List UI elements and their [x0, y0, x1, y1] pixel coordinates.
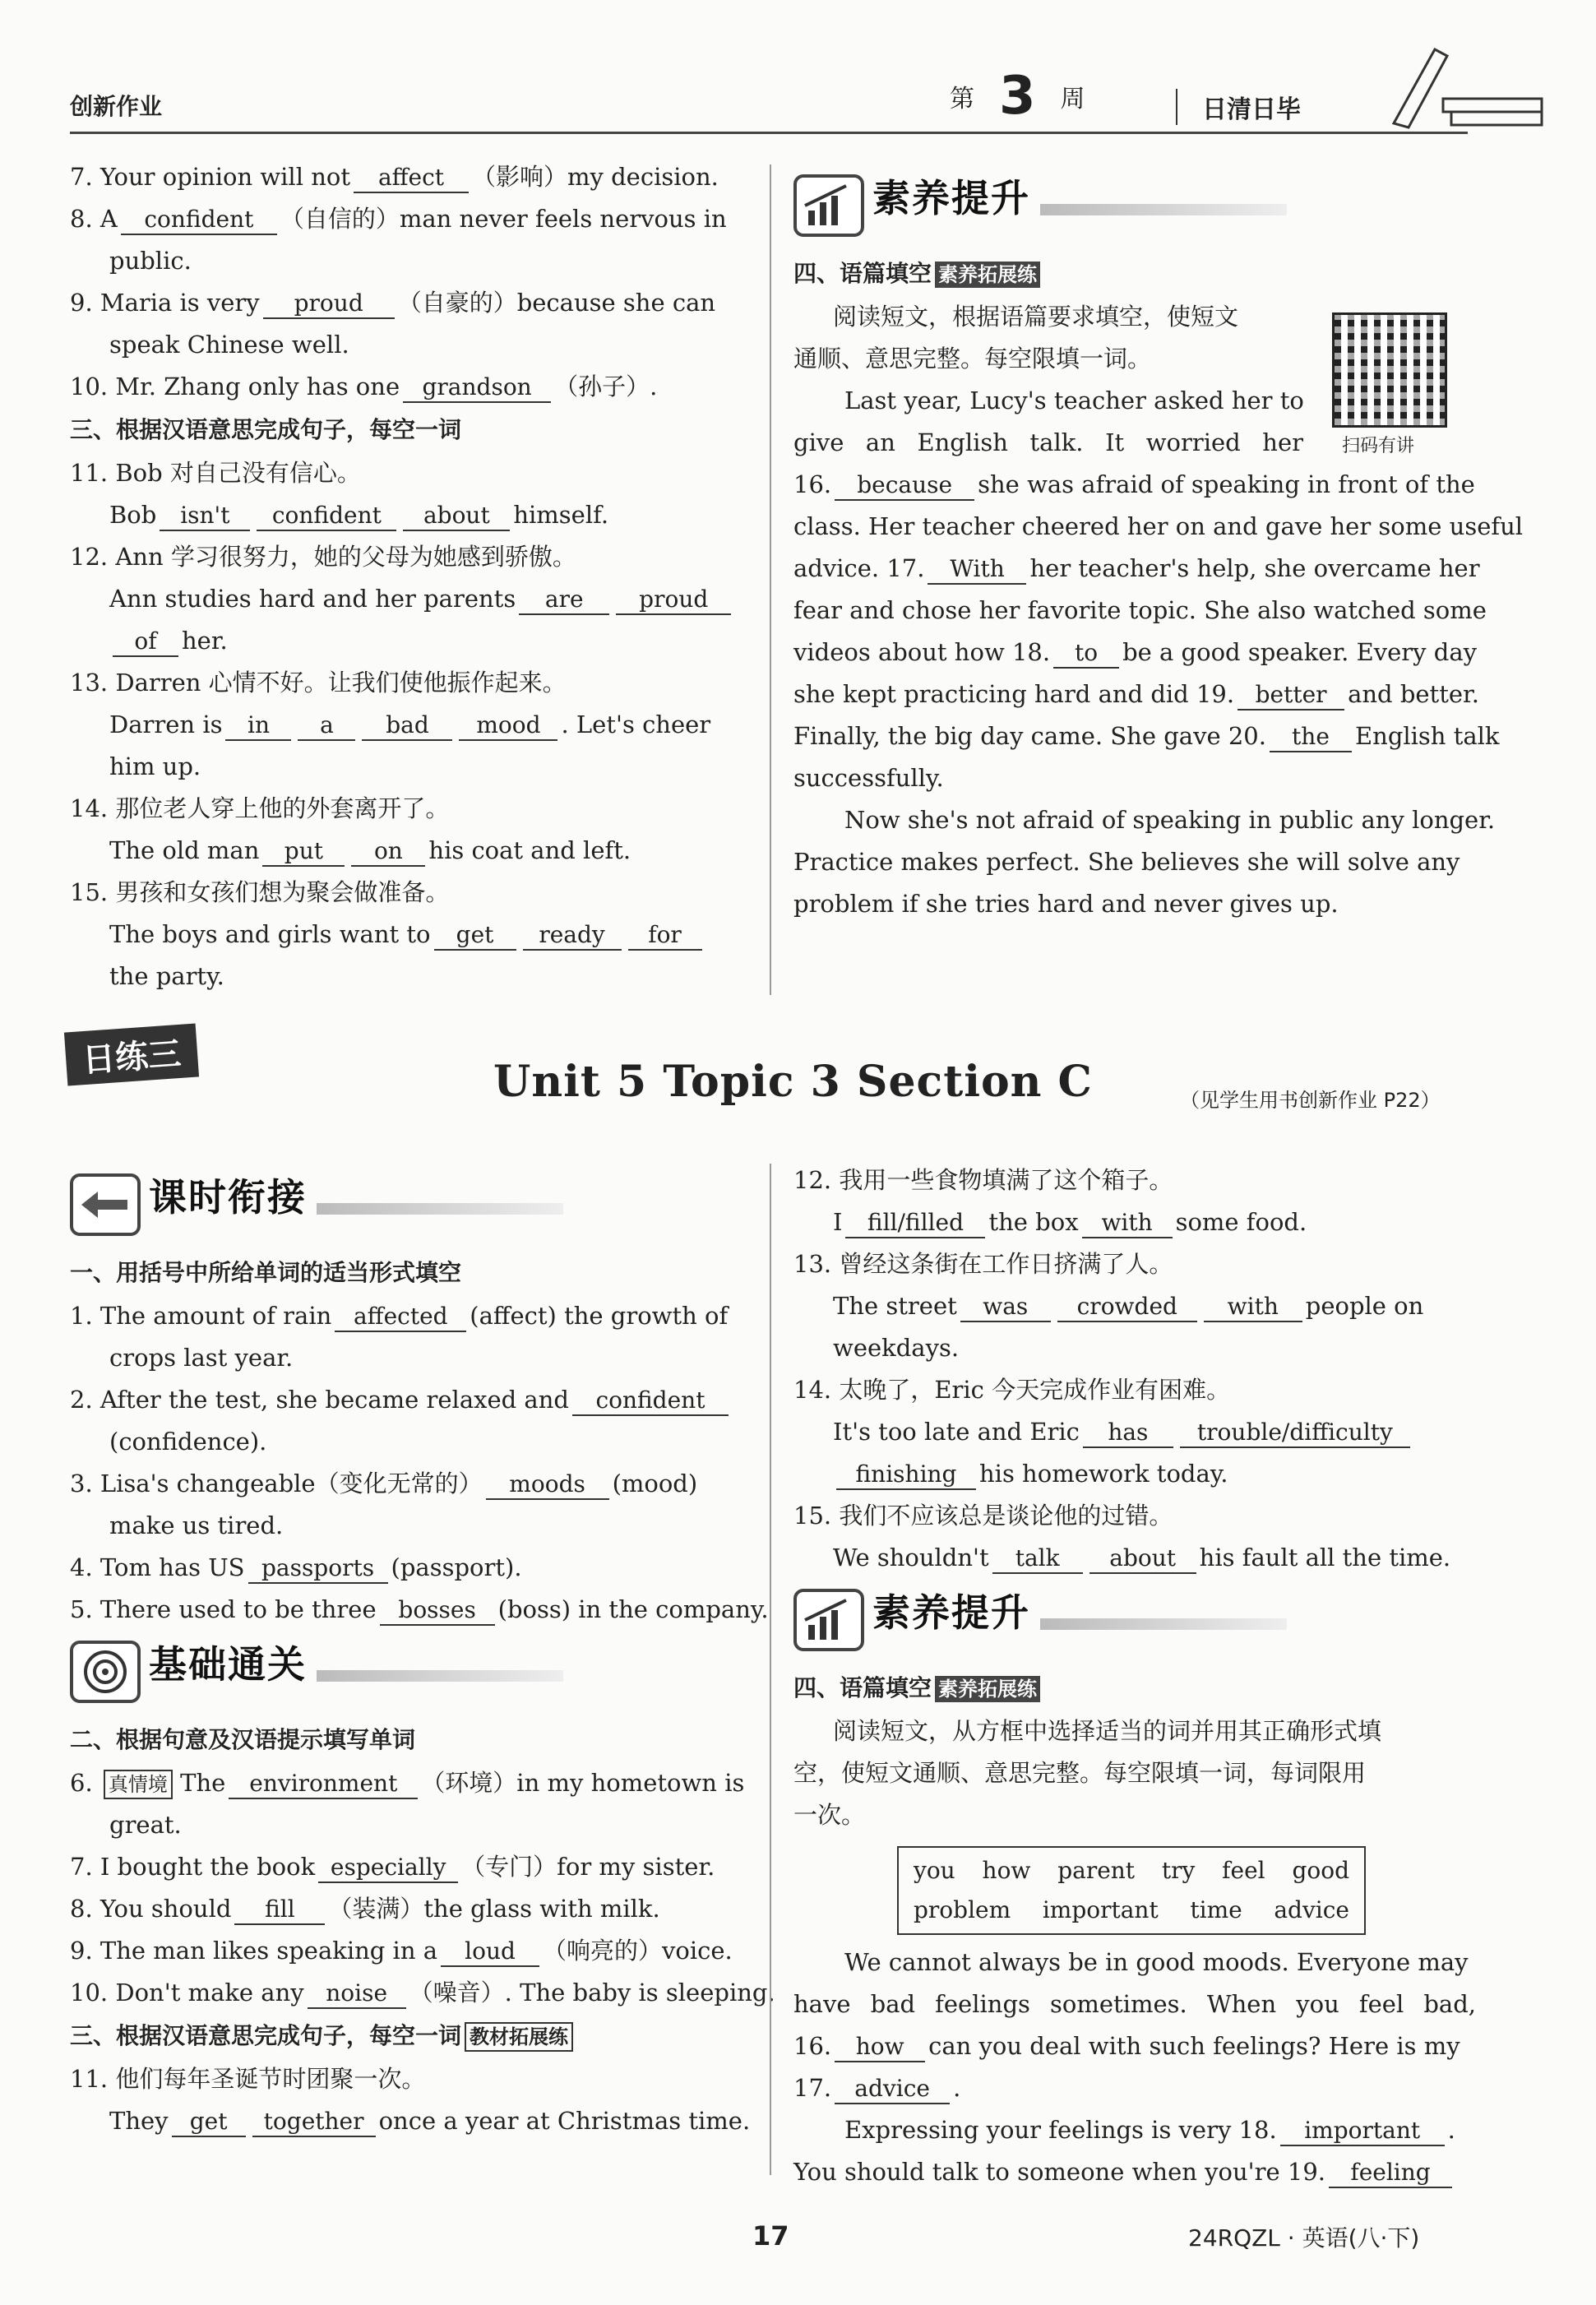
- word-option: parent: [1057, 1857, 1136, 1884]
- q14b-post: his homework today.: [979, 1460, 1228, 1488]
- section-4-title-text: 四、语篇填空: [793, 260, 932, 287]
- q9b-answer[interactable]: loud: [441, 1937, 539, 1967]
- q13b-en-cont: weekdays.: [833, 1334, 960, 1362]
- q7b-post: （专门）for my sister.: [461, 1853, 715, 1881]
- q3-post: (mood): [612, 1470, 698, 1497]
- week-prefix: 第: [950, 85, 974, 113]
- passage-line-8-post: and better.: [1348, 680, 1479, 708]
- q12b-cn: 12. 我用一些食物填满了这个箱子。: [793, 1166, 1173, 1194]
- banner-title: 基础通关: [149, 1642, 307, 1687]
- q12-pre: Ann studies hard and her parents: [109, 585, 516, 613]
- q12b-pre: I: [833, 1208, 843, 1236]
- banner-bar: [1040, 1618, 1287, 1630]
- q14b-pre: It's too late and Eric: [833, 1418, 1080, 1446]
- q15-answer-2[interactable]: ready: [523, 921, 622, 951]
- question-4: [70, 1547, 752, 1589]
- q12-en-cont: [70, 620, 748, 662]
- question-5: [70, 1589, 769, 1631]
- unit-badge-wrap: [66, 1028, 197, 1081]
- q5-pre: 5. There used to be three: [70, 1595, 377, 1623]
- q15b-pre: We shouldn't: [833, 1544, 989, 1571]
- q15-en: [70, 914, 748, 956]
- q13b-pre: The street: [833, 1292, 957, 1320]
- q1-answer[interactable]: affected: [335, 1303, 466, 1332]
- q12b-en: [793, 1201, 1476, 1243]
- banner-link: [70, 1169, 752, 1239]
- passage-line-13: problem if she tries hard and never gives up.: [793, 890, 1339, 918]
- question-1: [70, 1295, 752, 1337]
- q19b-pre: You should talk to someone when you're 19.: [793, 2158, 1326, 2186]
- q6-tag: 真情境: [104, 1770, 173, 1799]
- q14-en: [70, 830, 748, 872]
- q13-answer-2[interactable]: a: [298, 711, 355, 741]
- q14b-en: [793, 1411, 1476, 1453]
- q18b-answer[interactable]: important: [1280, 2117, 1445, 2146]
- word-option: you: [914, 1857, 955, 1884]
- passage-b-line-5: [793, 2109, 1476, 2151]
- q9b-post: （响亮的）voice.: [543, 1937, 733, 1965]
- banner-title: 素养提升: [872, 1590, 1030, 1635]
- q12-post: her.: [182, 627, 228, 655]
- q19-answer[interactable]: better: [1237, 681, 1344, 710]
- q13-answer-1[interactable]: in: [225, 711, 291, 741]
- passage-line-5-post: her teacher's help, she overcame her: [1029, 554, 1480, 582]
- q11b-cn: 11. 他们每年圣诞节时团聚一次。: [70, 2065, 426, 2093]
- chart-icon: [793, 174, 864, 237]
- q8-answer[interactable]: confident: [121, 206, 277, 235]
- q14b-answer-2[interactable]: trouble/difficulty: [1180, 1419, 1410, 1448]
- bottom-right-column: [793, 1159, 1476, 2193]
- q13-answer-4[interactable]: mood: [459, 711, 557, 741]
- q1-pre: 1. The amount of rain: [70, 1302, 332, 1330]
- word-option: time: [1190, 1896, 1242, 1923]
- question-9-cont: speak Chinese well.: [109, 331, 349, 359]
- q8b-post: （装满）the glass with milk.: [328, 1895, 660, 1923]
- q7-post: （影响）my decision.: [472, 163, 719, 191]
- q14b-answer-3[interactable]: finishing: [836, 1460, 976, 1490]
- q11b-post: once a year at Christmas time.: [378, 2107, 751, 2135]
- q11-pre: Bob: [109, 501, 157, 529]
- instruction-b3: 一次。: [793, 1801, 866, 1829]
- question-9b: [70, 1930, 752, 1972]
- bottom-left-column: [70, 1164, 775, 2142]
- section-3b-title: [70, 2014, 752, 2058]
- q2-answer[interactable]: confident: [572, 1386, 729, 1416]
- word-option: good: [1292, 1857, 1349, 1884]
- section-4b-title: [793, 1666, 1476, 1710]
- top-right-column: [793, 164, 1524, 925]
- section-1-title: 一、用括号中所给单词的适当形式填空: [70, 1259, 462, 1286]
- q13-en: [70, 704, 748, 746]
- passage-b-line-4: [793, 2067, 1476, 2109]
- q15b-answer-2[interactable]: about: [1089, 1544, 1196, 1574]
- passage-b-line-2: have bad feelings sometimes. When you feel bad,: [793, 1990, 1476, 2018]
- q19b-answer[interactable]: feeling: [1329, 2159, 1452, 2188]
- q13-pre: Darren is: [109, 710, 223, 738]
- banner-bar: [317, 1203, 563, 1215]
- instruction-b2: 空，使短文通顺、意思完整。每空限填一词，每词限用: [793, 1759, 1367, 1787]
- question-8-cont: public.: [109, 247, 192, 275]
- q15b-answer-1[interactable]: talk: [992, 1544, 1083, 1574]
- question-10: [70, 366, 748, 408]
- q7-answer[interactable]: affect: [354, 164, 469, 193]
- q14b-cn: 14. 太晚了，Eric 今天完成作业有困难。: [793, 1376, 1231, 1404]
- word-box: [897, 1846, 1366, 1935]
- passage-line-10: successfully.: [793, 764, 944, 792]
- passage-b-line-4-post: .: [953, 2074, 961, 2102]
- q7-text: 7. Your opinion will not: [70, 163, 350, 191]
- section-4-tag: 素养拓展练: [935, 262, 1040, 288]
- q17-answer[interactable]: With: [928, 555, 1026, 585]
- q12-answer-2[interactable]: proud: [616, 586, 731, 615]
- word-box-row-2: [914, 1891, 1349, 1930]
- q14-cn: 14. 那位老人穿上他的外套离开了。: [70, 794, 450, 822]
- question-7: [70, 156, 748, 198]
- passage-b-line-3-post: can you deal with such feelings? Here is my: [928, 2032, 1460, 2060]
- q7b-answer[interactable]: especially: [318, 1854, 458, 1883]
- word-option: how: [982, 1857, 1031, 1884]
- q3-answer[interactable]: moods: [486, 1470, 609, 1500]
- banner-title: 素养提升: [872, 176, 1030, 220]
- q8-text: 8. A: [70, 205, 118, 233]
- unit-title: Unit 5 Topic 3 Section C: [493, 1057, 1093, 1107]
- q9-text: 9. Maria is very: [70, 289, 260, 317]
- q15b-en: [793, 1537, 1476, 1579]
- word-box-row-1: [914, 1851, 1349, 1891]
- passage-line-9-post: English talk: [1354, 722, 1500, 750]
- q4-post: (passport).: [391, 1553, 522, 1581]
- target-icon: [70, 1641, 141, 1703]
- qr-code-icon[interactable]: [1332, 312, 1447, 428]
- q8-post: （自信的）man never feels nervous in: [280, 205, 727, 233]
- word-option: advice: [1274, 1896, 1349, 1923]
- q4-pre: 4. Tom has US: [70, 1553, 245, 1581]
- question-6-cont: great.: [109, 1811, 182, 1839]
- q12-en: [70, 578, 748, 620]
- q12-answer-3[interactable]: of: [113, 627, 178, 657]
- passage-line-3: [793, 464, 1476, 506]
- passage-b-line-5-post: .: [1447, 2116, 1455, 2144]
- q8b-answer[interactable]: fill: [234, 1895, 325, 1925]
- unit-reference: （见学生用书创新作业 P22）: [1180, 1089, 1441, 1112]
- q18b-pre: Expressing your feelings is very 18.: [844, 2116, 1277, 2144]
- q15-pre: The boys and girls want to: [109, 920, 431, 948]
- q18-answer[interactable]: to: [1053, 639, 1119, 669]
- q15-answer-3[interactable]: for: [628, 921, 702, 951]
- question-6: 6. 真情境 The environment （环境）in my hometown is: [70, 1762, 752, 1804]
- passage-line-7-post: be a good speaker. Every day: [1122, 638, 1477, 666]
- q3-pre: 3. Lisa's changeable（变化无常的）: [70, 1470, 483, 1497]
- banner-literacy-bottom: [793, 1584, 1476, 1655]
- q17-pre: advice. 17.: [793, 554, 925, 582]
- passage-b-line-1: We cannot always be in good moods. Everyone may: [844, 1948, 1469, 1976]
- question-1-cont: crops last year.: [109, 1344, 294, 1372]
- passage-line-4: class. Her teacher cheered her on and gave her some useful: [793, 512, 1524, 540]
- column-divider-top: [770, 164, 771, 995]
- q5-post: (boss) in the company.: [497, 1595, 769, 1623]
- passage-line-11: Now she's not afraid of speaking in public any longer.: [844, 806, 1496, 834]
- q12b-answer-2[interactable]: with: [1082, 1209, 1173, 1238]
- word-option: feel: [1222, 1857, 1265, 1884]
- q4-answer[interactable]: passports: [248, 1554, 388, 1584]
- q13b-answer-1[interactable]: was: [960, 1293, 1051, 1322]
- instruction-1: 阅读短文，根据语篇要求填空，使短文: [833, 303, 1239, 331]
- question-10b: [70, 1972, 775, 2014]
- q11b-answer-1[interactable]: get: [172, 2108, 246, 2137]
- section-4b-title-text: 四、语篇填空: [793, 1674, 932, 1701]
- q12b-mid: the box: [988, 1208, 1079, 1236]
- q16b-answer[interactable]: how: [835, 2033, 925, 2062]
- column-divider-bottom: [770, 1164, 771, 2175]
- q9-post: （自豪的）because she can: [397, 289, 716, 317]
- passage-line-6: fear and chose her favorite topic. She also watched some: [793, 596, 1487, 624]
- qr-caption: 扫码有讲: [1342, 436, 1415, 456]
- q2-pre: 2. After the test, she became relaxed and: [70, 1386, 569, 1414]
- banner-title: 课时衔接: [149, 1175, 307, 1220]
- q16-num: 16.: [793, 470, 832, 498]
- instruction-2: 通顺、意思完整。每空限填一词。: [793, 345, 1152, 373]
- banner-bar: [317, 1670, 563, 1682]
- section-3b-tag: 教材拓展练: [465, 2022, 573, 2052]
- q19-pre: she kept practicing hard and did 19.: [793, 680, 1235, 708]
- q10-answer[interactable]: grandson: [403, 373, 551, 403]
- instruction-b1: 阅读短文，从方框中选择适当的词并用其正确形式填: [833, 1717, 1382, 1745]
- q14-answer-1[interactable]: put: [262, 837, 345, 867]
- q10-post: （孙子）.: [554, 373, 658, 400]
- q11-answer-3[interactable]: about: [403, 502, 510, 531]
- q1-post: (affect) the growth of: [470, 1302, 729, 1330]
- passage-b-line-6: [793, 2151, 1476, 2193]
- question-2: [70, 1379, 752, 1421]
- q11-answer-1[interactable]: isn't: [160, 502, 250, 531]
- q16b-num: 16.: [793, 2032, 832, 2060]
- section-4-title: [793, 252, 1476, 296]
- q12-answer-1[interactable]: are: [519, 586, 609, 615]
- q20-pre: Finally, the big day came. She gave 20.: [793, 722, 1266, 750]
- q10-text: 10. Mr. Zhang only has one: [70, 373, 400, 400]
- arrows-icon: [70, 1173, 141, 1236]
- q10b-post: （噪音）. The baby is sleeping.: [409, 1979, 775, 2006]
- q17b-answer[interactable]: advice: [835, 2075, 950, 2104]
- q13-answer-3[interactable]: bad: [362, 711, 452, 741]
- section-4b-tag: 素养拓展练: [935, 1676, 1040, 1702]
- q11-answer-2[interactable]: confident: [257, 502, 396, 531]
- q14b-en-cont: [793, 1453, 1476, 1495]
- q6-pre: The: [180, 1769, 226, 1797]
- q12b-answer-1[interactable]: fill/filled: [845, 1209, 985, 1238]
- pencil-book-icon: [1386, 41, 1550, 132]
- header-left-title: 创新作业: [70, 93, 163, 120]
- week-indicator: [950, 66, 1085, 127]
- passage-b-line-3: [793, 2025, 1476, 2067]
- q15-cn: 15. 男孩和女孩们想为聚会做准备。: [70, 878, 450, 906]
- question-8b: [70, 1888, 752, 1930]
- q17b-num: 17.: [793, 2074, 832, 2102]
- question-7b: [70, 1846, 752, 1888]
- q18-pre: videos about how 18.: [793, 638, 1051, 666]
- passage-line-2: give an English talk. It worried her: [793, 428, 1303, 456]
- section-3b-title-text: 三、根据汉语意思完成句子，每空一词: [70, 2022, 462, 2049]
- header-right-title: 日清日毕: [1176, 89, 1301, 125]
- q14-post: his coat and left.: [428, 836, 631, 864]
- word-option: important: [1042, 1896, 1159, 1923]
- q14-pre: The old man: [109, 836, 260, 864]
- q13b-post: people on: [1305, 1292, 1424, 1320]
- header-rule: [70, 132, 1468, 134]
- question-9: [70, 282, 748, 324]
- q10b-answer[interactable]: noise: [308, 1979, 406, 2009]
- q6-answer[interactable]: environment: [229, 1770, 418, 1799]
- banner-basic: [70, 1636, 752, 1706]
- word-option: try: [1161, 1857, 1196, 1884]
- book-code: 24RQZL · 英语(八·下): [1188, 2224, 1420, 2252]
- passage-line-8: [793, 673, 1479, 715]
- q10b-pre: 10. Don't make any: [70, 1979, 304, 2006]
- q13b-answer-3[interactable]: with: [1204, 1293, 1302, 1322]
- passage-line-12: Practice makes perfect. She believes she will solve any: [793, 848, 1460, 876]
- q15-answer-1[interactable]: get: [434, 921, 516, 951]
- page-number: 17: [752, 2220, 789, 2252]
- q9-answer[interactable]: proud: [263, 289, 395, 319]
- q11-cn: 11. Bob 对自己没有信心。: [70, 459, 361, 487]
- question-3: [70, 1463, 752, 1505]
- q15b-post: his fault all the time.: [1199, 1544, 1451, 1571]
- passage-line-9: [793, 715, 1500, 757]
- question-8: [70, 198, 748, 240]
- q13-cn: 13. Darren 心情不好。让我们使他振作起来。: [70, 669, 567, 697]
- q16-answer[interactable]: because: [835, 471, 974, 501]
- q8b-pre: 8. You should: [70, 1895, 232, 1923]
- passage-line-7: [793, 632, 1476, 673]
- question-3-cont: make us tired.: [109, 1511, 284, 1539]
- q11-post: himself.: [513, 501, 609, 529]
- q20-answer[interactable]: the: [1270, 723, 1352, 752]
- q9b-pre: 9. The man likes speaking in a: [70, 1937, 438, 1965]
- banner-literacy-top: [793, 169, 1476, 240]
- q6-post: （环境）in my hometown is: [421, 1769, 745, 1797]
- q13b-cn: 13. 曾经这条街在工作日挤满了人。: [793, 1250, 1173, 1278]
- passage-line-1: Last year, Lucy's teacher asked her to: [844, 386, 1304, 414]
- q7b-pre: 7. I bought the book: [70, 1853, 316, 1881]
- q11b-answer-2[interactable]: together: [252, 2108, 376, 2137]
- week-suffix: 周: [1060, 85, 1085, 113]
- question-2-cont: (confidence).: [109, 1428, 267, 1456]
- q13b-en: [793, 1285, 1476, 1327]
- q13b-answer-2[interactable]: crowded: [1057, 1293, 1197, 1322]
- q15-en-cont: the party.: [109, 962, 224, 990]
- top-left-column: [70, 156, 748, 997]
- q11-en: [70, 494, 748, 536]
- q14b-answer-1[interactable]: has: [1083, 1419, 1173, 1448]
- q12b-post: some food.: [1175, 1208, 1307, 1236]
- q14-answer-2[interactable]: on: [351, 837, 425, 867]
- section-2-title: 二、根据句意及汉语提示填写单词: [70, 1726, 416, 1753]
- section-3-title: 三、根据汉语意思完成句子，每空一词: [70, 416, 462, 443]
- week-number: 3: [999, 66, 1036, 127]
- chart-icon: [793, 1589, 864, 1651]
- passage-line-3-post: she was afraid of speaking in front of the: [978, 470, 1475, 498]
- banner-bar: [1040, 204, 1287, 215]
- q15b-cn: 15. 我们不应该总是谈论他的过错。: [793, 1502, 1173, 1530]
- q13-post: . Let's cheer: [561, 710, 711, 738]
- q11b-en: [70, 2100, 752, 2142]
- q13-en-cont: him up.: [109, 752, 201, 780]
- passage-line-5: [793, 548, 1480, 590]
- header: [70, 66, 1575, 132]
- word-option: problem: [914, 1896, 1011, 1923]
- unit-badge: 日练三: [64, 1023, 199, 1085]
- q12-cn: 12. Ann 学习很努力，她的父母为她感到骄傲。: [70, 543, 576, 571]
- q11b-pre: They: [109, 2107, 169, 2135]
- q5-answer[interactable]: bosses: [380, 1596, 495, 1626]
